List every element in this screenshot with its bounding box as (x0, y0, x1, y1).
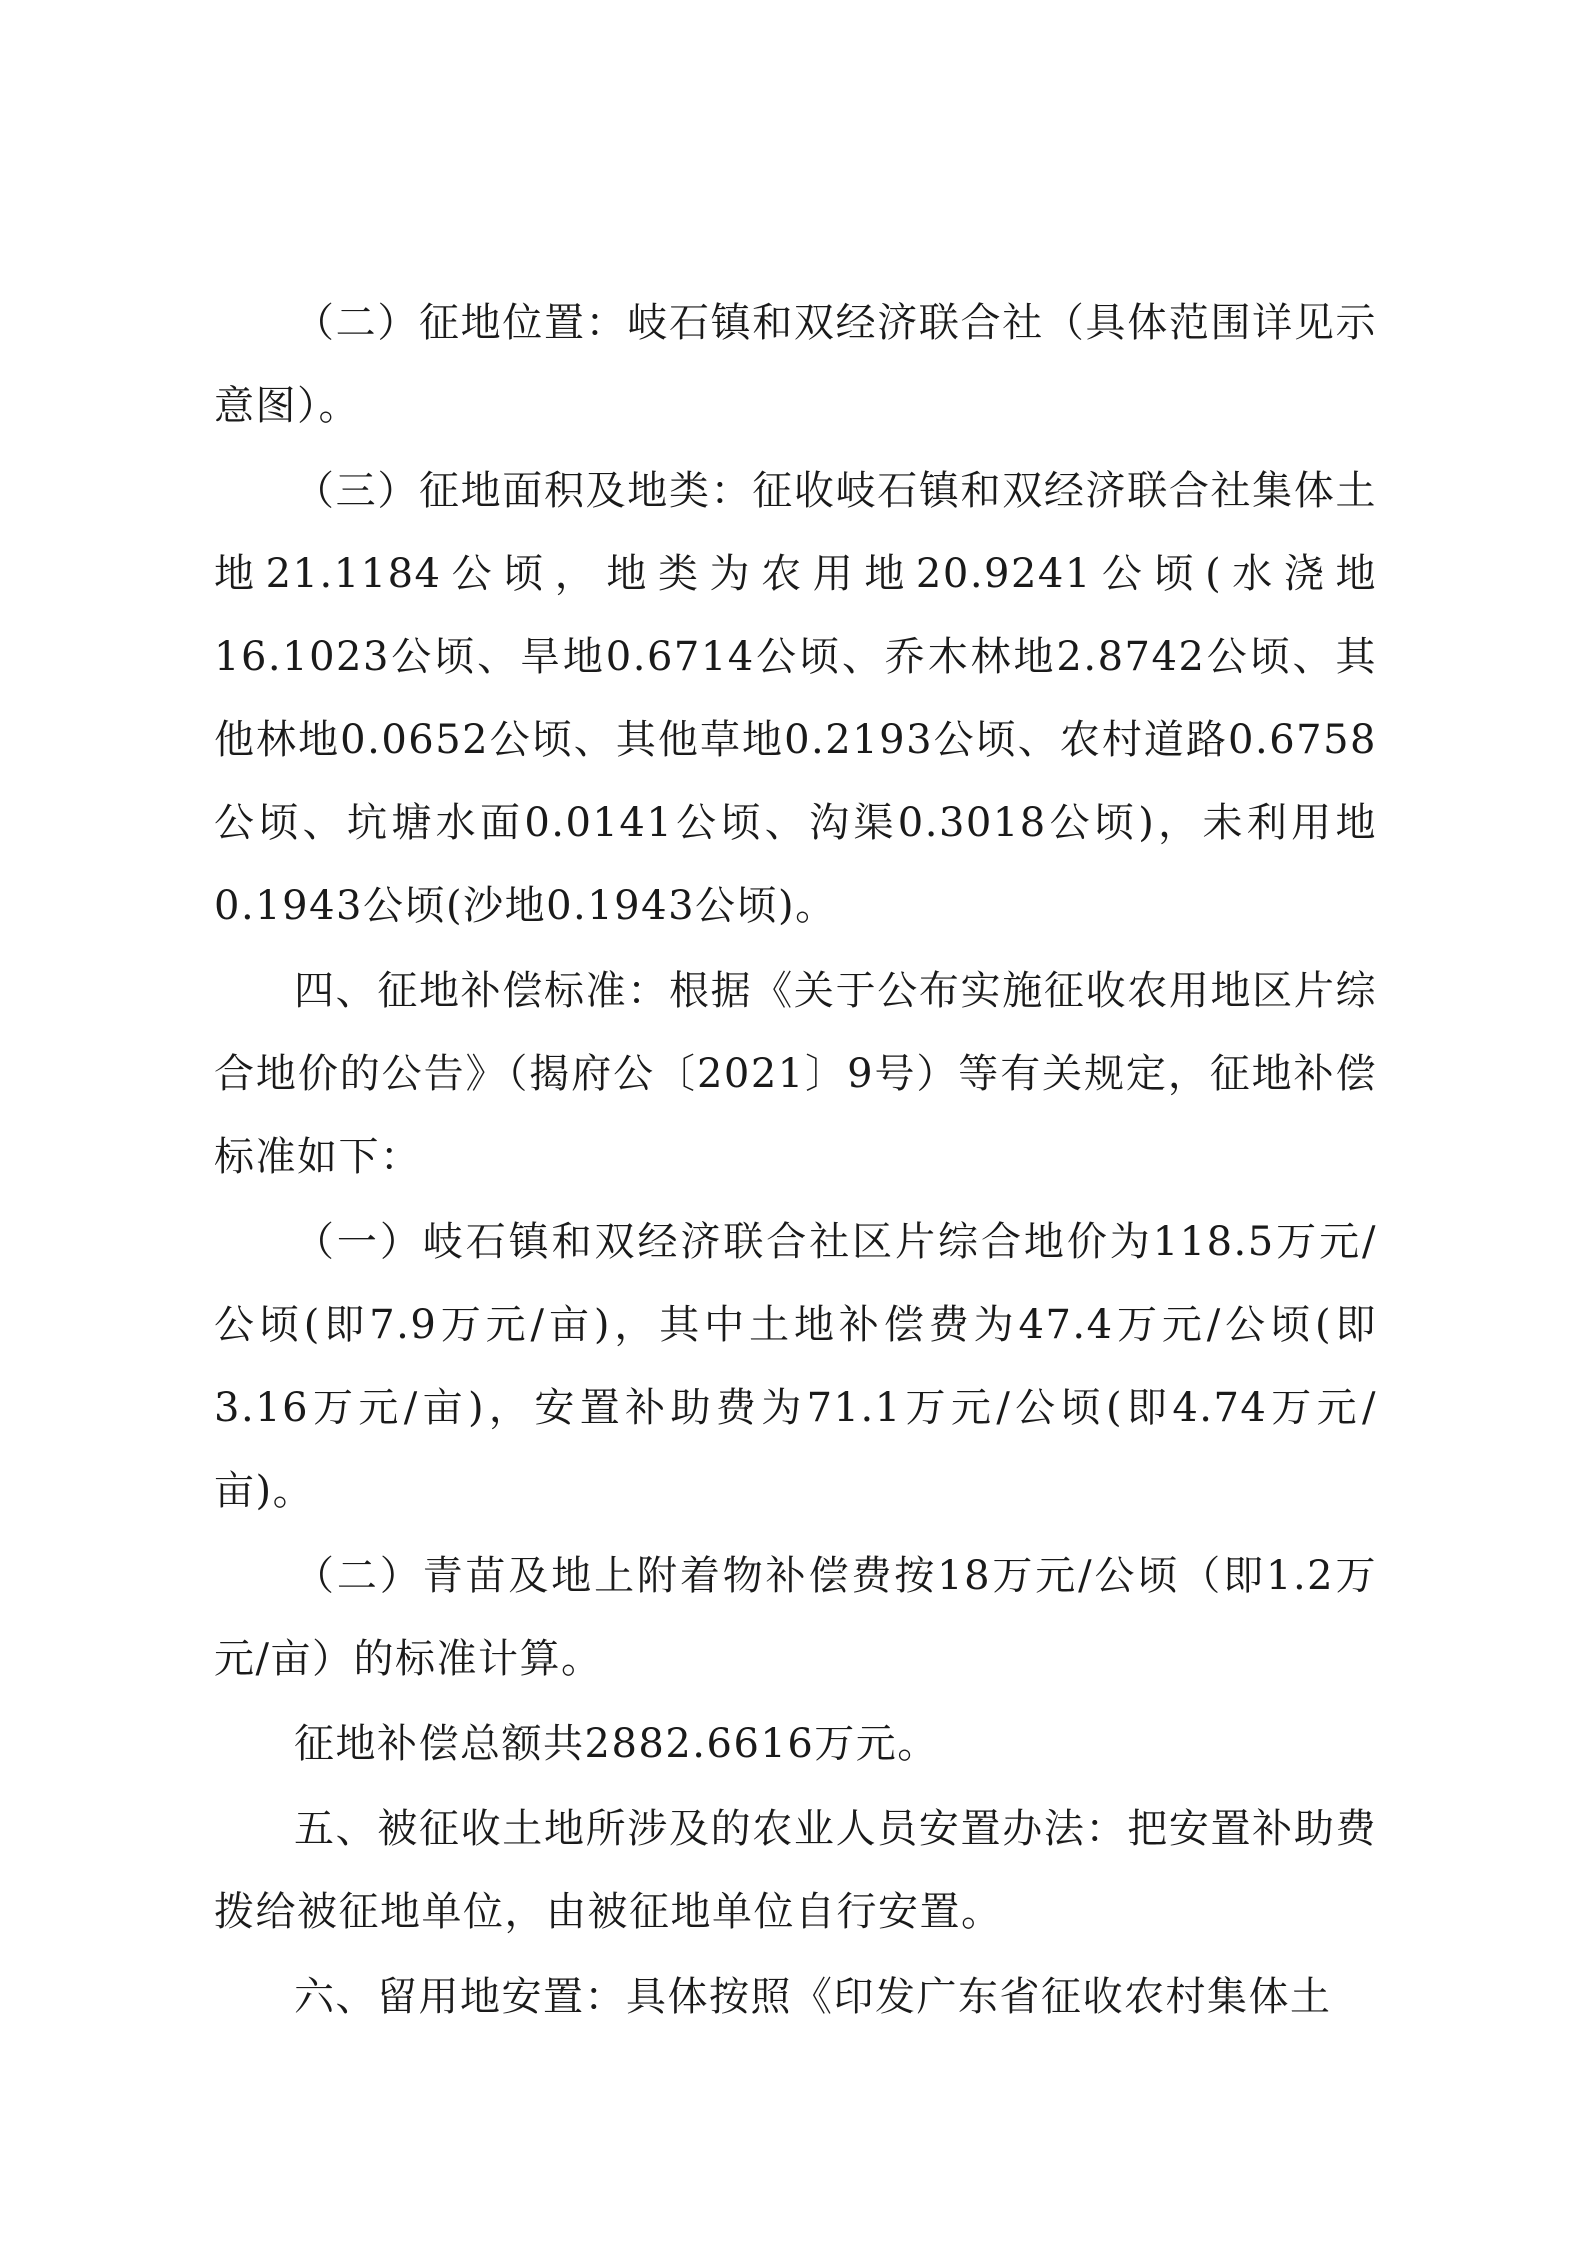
paragraph-compensation-standard: 四、征地补偿标准：根据《关于公布实施征收农用地区片综合地价的公告》（揭府公〔2021〕9号）等有关规定，征地补偿标准如下： (214, 968, 1377, 1180)
paragraph-total-compensation: 征地补偿总额共2882.6616万元。 (294, 1721, 939, 1767)
paragraph-land-location: （二）征地位置：岐石镇和双经济联合社（具体范围详见示意图）。 (214, 300, 1377, 429)
paragraph-regional-land-price: （一）岐石镇和双经济联合社区片综合地价为118.5万元/公顷(即7.9万元/亩)，其中土地补偿费为47.4万元/公顷(即3.16万元/亩)，安置补助费为71.1万元/公顷(即4.74万元/亩)。 (214, 1219, 1377, 1514)
document-body (214, 282, 1377, 2041)
paragraph-resettlement-method: 五、被征收土地所涉及的农业人员安置办法：把安置补助费拨给被征地单位，由被征地单位自行安置。 (214, 1806, 1377, 1935)
paragraph-land-area-and-type: （三）征地面积及地类：征收岐石镇和双经济联合社集体土地21.1184公顷，地类为农用地20.9241公顷(水浇地16.1023公顷、旱地0.6714公顷、乔木林地2.8742公顷、其他林地0.0652公顷、其他草地0.2193公顷、农村道路0.6758公顷、坑塘水面0.0141公顷、沟渠0.3018公顷)，未利用地0.1943公顷(沙地0.1943公顷)。 (214, 468, 1377, 929)
paragraph-crop-compensation: （二）青苗及地上附着物补偿费按18万元/公顷（即1.2万元/亩）的标准计算。 (214, 1553, 1377, 1682)
paragraph-reserved-land: 六、留用地安置：具体按照《印发广东省征收农村集体土 (294, 1974, 1332, 2020)
